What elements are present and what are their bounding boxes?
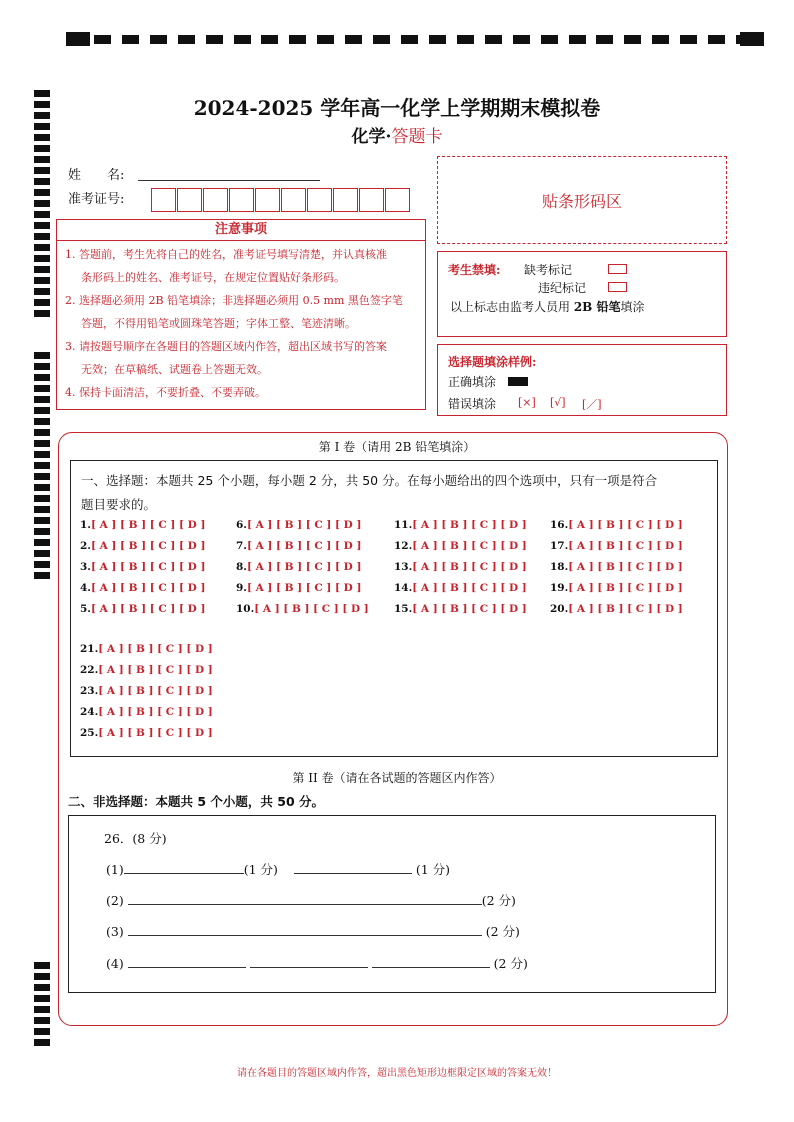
answer-line[interactable] bbox=[294, 861, 412, 874]
choice-question[interactable] bbox=[394, 519, 527, 531]
answer-options[interactable]: [ A ] [ B ] [ C ] [ D ] bbox=[568, 519, 683, 531]
answer-options[interactable]: [ A ] [ B ] [ C ] [ D ] bbox=[98, 664, 213, 676]
choice-question[interactable] bbox=[80, 540, 205, 552]
violation-label: 违纪标记 bbox=[538, 281, 587, 295]
question-number: 24. bbox=[80, 706, 99, 718]
answer-line[interactable] bbox=[124, 861, 244, 874]
answer-options[interactable]: [ A ] [ B ] [ C ] [ D ] bbox=[90, 561, 206, 573]
timing-mark bbox=[34, 266, 50, 273]
question-number: 5. bbox=[80, 603, 91, 615]
question-number: 10. bbox=[236, 603, 255, 615]
timing-mark bbox=[150, 35, 167, 44]
part1-instruction-cont: 题目要求的。 bbox=[81, 497, 157, 512]
notice-item: 4. 保持卡面清洁，不要折叠、不要弄破。 bbox=[65, 386, 266, 399]
timing-mark bbox=[34, 1028, 50, 1035]
sample-wrong-mark: [√] bbox=[550, 396, 566, 409]
question-number: 21. bbox=[80, 643, 99, 655]
timing-mark bbox=[34, 407, 50, 414]
exam-id-box[interactable] bbox=[333, 188, 358, 212]
question-number: 1. bbox=[80, 519, 91, 531]
question-number: 17. bbox=[550, 540, 569, 552]
timing-mark bbox=[345, 35, 362, 44]
exam-id-box[interactable] bbox=[359, 188, 384, 212]
answer-options[interactable]: [ A ] [ B ] [ C ] [ D ] bbox=[90, 519, 206, 531]
notice-item: 2. 选择题必须用 2B 铅笔填涂；非选择题必须用 0.5 mm 黑色签字笔 bbox=[65, 294, 403, 307]
timing-mark bbox=[34, 517, 50, 524]
page-title: 2024-2025 学年高一化学上学期期末模拟卷 bbox=[193, 96, 601, 120]
answer-line[interactable] bbox=[372, 955, 490, 968]
timing-mark bbox=[34, 506, 50, 513]
choice-question[interactable] bbox=[80, 519, 205, 531]
timing-mark bbox=[34, 418, 50, 425]
barcode-area bbox=[437, 156, 727, 244]
choice-question[interactable] bbox=[80, 727, 213, 739]
exam-id-box[interactable] bbox=[203, 188, 228, 212]
timing-mark bbox=[34, 561, 50, 568]
answer-options[interactable]: [ A ] [ B ] [ C ] [ D ] bbox=[568, 561, 683, 573]
question-number: 23. bbox=[80, 685, 99, 697]
question-number: 14. bbox=[394, 582, 413, 594]
question-number: 19. bbox=[550, 582, 569, 594]
question-number: 6. bbox=[236, 519, 247, 531]
exam-id-box[interactable] bbox=[255, 188, 280, 212]
barcode-area-label: 贴条形码区 bbox=[541, 191, 622, 211]
timing-mark bbox=[34, 167, 50, 174]
answer-options[interactable]: [ A ] [ B ] [ C ] [ D ] bbox=[246, 540, 362, 552]
choice-question[interactable] bbox=[394, 561, 527, 573]
footer-warning: 请在各题目的答题区域内作答，超出黑色矩形边框限定区域的答案无效！ bbox=[237, 1068, 557, 1079]
timing-mark bbox=[457, 35, 474, 44]
timing-mark bbox=[34, 189, 50, 196]
timing-mark bbox=[34, 374, 50, 381]
choice-question[interactable] bbox=[236, 519, 361, 531]
answer-options[interactable]: [ A ] [ B ] [ C ] [ D ] bbox=[90, 540, 206, 552]
timing-mark bbox=[289, 35, 306, 44]
exam-id-box[interactable] bbox=[151, 188, 176, 212]
timing-mark bbox=[740, 32, 764, 46]
part2-title: 第 II 卷（请在各试题的答题区内作答） bbox=[292, 771, 502, 785]
q26-blank-row-4: (4) (2 分) bbox=[106, 956, 528, 971]
timing-mark bbox=[596, 35, 613, 44]
timing-mark bbox=[206, 35, 223, 44]
answer-options[interactable]: [ A ] [ B ] [ C ] [ D ] bbox=[254, 603, 369, 615]
choice-question[interactable] bbox=[80, 706, 213, 718]
question-number: 8. bbox=[236, 561, 247, 573]
timing-mark bbox=[34, 550, 50, 557]
choice-question[interactable] bbox=[80, 582, 205, 594]
choice-question[interactable] bbox=[550, 561, 683, 573]
choice-question[interactable] bbox=[80, 643, 213, 655]
subtitle-card: 答题卡 bbox=[391, 127, 443, 147]
timing-mark bbox=[34, 462, 50, 469]
forbidden-label: 考生禁填: bbox=[448, 263, 501, 277]
subtitle-subject: 化学· bbox=[351, 127, 392, 147]
timing-mark bbox=[569, 35, 586, 44]
timing-mark bbox=[34, 539, 50, 546]
timing-mark bbox=[34, 299, 50, 306]
timing-mark bbox=[34, 995, 50, 1002]
timing-mark bbox=[513, 35, 530, 44]
notice-box bbox=[56, 219, 426, 410]
timing-mark bbox=[34, 222, 50, 229]
question-number: 3. bbox=[80, 561, 91, 573]
forbidden-box bbox=[437, 251, 727, 337]
timing-mark bbox=[34, 363, 50, 370]
timing-mark bbox=[234, 35, 251, 44]
exam-id-box[interactable] bbox=[229, 188, 254, 212]
timing-mark bbox=[34, 528, 50, 535]
timing-mark bbox=[34, 473, 50, 480]
timing-mark bbox=[34, 288, 50, 295]
choice-question[interactable] bbox=[80, 603, 205, 615]
answer-line[interactable] bbox=[250, 955, 368, 968]
timing-mark bbox=[34, 255, 50, 262]
timing-mark bbox=[373, 35, 390, 44]
answer-options[interactable]: [ A ] [ B ] [ C ] [ D ] bbox=[246, 582, 362, 594]
part1-instruction: 一、选择题：本题共 25 个小题，每小题 2 分，共 50 分。在每小题给出的四个选项中，只有一项是符合 bbox=[81, 473, 658, 488]
timing-mark bbox=[34, 233, 50, 240]
choice-question[interactable] bbox=[394, 540, 527, 552]
timing-mark bbox=[34, 984, 50, 991]
sample-wrong-mark: [×] bbox=[518, 396, 536, 409]
answer-options[interactable]: [ A ] [ B ] [ C ] [ D ] bbox=[246, 561, 362, 573]
timing-mark bbox=[34, 1006, 50, 1013]
timing-mark bbox=[34, 385, 50, 392]
answer-options[interactable]: [ A ] [ B ] [ C ] [ D ] bbox=[412, 519, 527, 531]
sample-wrong-mark: [／] bbox=[582, 398, 602, 411]
answer-options[interactable]: [ A ] [ B ] [ C ] [ D ] bbox=[98, 727, 213, 739]
sample-title: 选择题填涂样例: bbox=[448, 355, 537, 369]
notice-item: 1. 答题前，考生先将自己的姓名，准考证号填写清楚，并认真核准 bbox=[65, 248, 387, 261]
choice-question[interactable] bbox=[236, 561, 361, 573]
fill-sample-box bbox=[437, 344, 727, 416]
question-number: 11. bbox=[394, 519, 413, 531]
answer-options[interactable]: [ A ] [ B ] [ C ] [ D ] bbox=[98, 685, 213, 697]
timing-mark bbox=[34, 962, 50, 969]
sample-correct-label: 正确填涂 bbox=[448, 375, 497, 389]
choice-question[interactable] bbox=[236, 540, 361, 552]
exam-id-box[interactable] bbox=[385, 188, 410, 212]
notice-item-cont: 无效；在草稿纸、试题卷上答题无效。 bbox=[81, 363, 268, 376]
choice-question[interactable] bbox=[80, 664, 213, 676]
violation-mark[interactable] bbox=[608, 282, 627, 292]
answer-options[interactable]: [ A ] [ B ] [ C ] [ D ] bbox=[568, 582, 683, 594]
timing-mark bbox=[624, 35, 641, 44]
q26-heading: 26．(8 分) bbox=[104, 831, 167, 846]
timing-mark bbox=[94, 35, 111, 44]
exam-id-box[interactable] bbox=[281, 188, 306, 212]
timing-mark bbox=[485, 35, 502, 44]
timing-mark bbox=[34, 495, 50, 502]
timing-mark bbox=[34, 1039, 50, 1046]
question-number: 4. bbox=[80, 582, 91, 594]
left-timing-marks bbox=[34, 0, 50, 1122]
choice-question[interactable] bbox=[394, 603, 527, 615]
q26-blank-row-2: (2) (2 分) bbox=[106, 893, 516, 908]
choice-question[interactable] bbox=[80, 685, 213, 697]
timing-mark bbox=[66, 32, 90, 46]
choice-question[interactable] bbox=[550, 540, 683, 552]
question-number: 12. bbox=[394, 540, 413, 552]
timing-mark bbox=[34, 277, 50, 284]
timing-mark bbox=[34, 973, 50, 980]
notice-heading: 注意事项 bbox=[57, 220, 425, 241]
timing-mark bbox=[652, 35, 669, 44]
page-subtitle bbox=[0, 122, 794, 147]
timing-mark bbox=[34, 178, 50, 185]
name-field[interactable] bbox=[138, 179, 320, 181]
timing-mark bbox=[261, 35, 278, 44]
exam-id-boxes[interactable] bbox=[151, 188, 411, 212]
choice-question[interactable] bbox=[550, 582, 683, 594]
timing-mark bbox=[34, 244, 50, 251]
answer-options[interactable]: [ A ] [ B ] [ C ] [ D ] bbox=[90, 603, 206, 615]
answer-options[interactable]: [ A ] [ B ] [ C ] [ D ] bbox=[568, 603, 683, 615]
sample-wrong-label: 错误填涂 bbox=[448, 397, 497, 411]
question-number: 13. bbox=[394, 561, 413, 573]
choice-question[interactable] bbox=[236, 582, 361, 594]
timing-mark bbox=[34, 429, 50, 436]
timing-mark bbox=[34, 396, 50, 403]
timing-mark bbox=[34, 572, 50, 579]
timing-mark bbox=[680, 35, 697, 44]
answer-options[interactable]: [ A ] [ B ] [ C ] [ D ] bbox=[412, 582, 527, 594]
absent-label: 缺考标记 bbox=[524, 263, 573, 277]
answer-line[interactable] bbox=[128, 923, 482, 936]
question-number: 2. bbox=[80, 540, 91, 552]
answer-options[interactable]: [ A ] [ B ] [ C ] [ D ] bbox=[568, 540, 683, 552]
question-number: 9. bbox=[236, 582, 247, 594]
answer-options[interactable]: [ A ] [ B ] [ C ] [ D ] bbox=[412, 561, 527, 573]
timing-mark bbox=[34, 310, 50, 317]
choice-question[interactable] bbox=[236, 603, 369, 615]
timing-mark bbox=[178, 35, 195, 44]
exam-id-label: 准考证号: bbox=[68, 192, 125, 207]
timing-mark bbox=[429, 35, 446, 44]
answer-line[interactable] bbox=[128, 892, 482, 905]
timing-mark bbox=[541, 35, 558, 44]
timing-mark bbox=[34, 211, 50, 218]
notice-item: 3. 请按题号顺序在各题目的答题区域内作答，超出区域书写的答案 bbox=[65, 340, 387, 353]
notice-item-cont: 答题，不得用铅笔或圆珠笔答题；字体工整、笔迹清晰。 bbox=[81, 317, 356, 330]
question-number: 16. bbox=[550, 519, 569, 531]
answer-options[interactable]: [ A ] [ B ] [ C ] [ D ] bbox=[98, 706, 213, 718]
question-number: 18. bbox=[550, 561, 569, 573]
question-number: 15. bbox=[394, 603, 413, 615]
question-number: 25. bbox=[80, 727, 99, 739]
exam-id-box[interactable] bbox=[177, 188, 202, 212]
absent-mark[interactable] bbox=[608, 264, 627, 274]
answer-options[interactable]: [ A ] [ B ] [ C ] [ D ] bbox=[412, 540, 527, 552]
part1-title: 第 I 卷（请用 2B 铅笔填涂） bbox=[318, 440, 476, 454]
timing-mark bbox=[34, 200, 50, 207]
choice-question[interactable] bbox=[394, 582, 527, 594]
question-number: 22. bbox=[80, 664, 99, 676]
q26-blank-row-3: (3) (2 分) bbox=[106, 924, 520, 939]
name-label: 姓 名: bbox=[68, 168, 125, 183]
timing-mark bbox=[122, 35, 139, 44]
forbidden-note: 以上标志由监考人员用 2B 铅笔填涂 bbox=[450, 300, 645, 314]
question-number: 20. bbox=[550, 603, 569, 615]
timing-mark bbox=[34, 1017, 50, 1024]
top-timing-marks bbox=[66, 32, 764, 46]
timing-mark bbox=[34, 352, 50, 359]
timing-mark bbox=[34, 484, 50, 491]
exam-id-box[interactable] bbox=[307, 188, 332, 212]
choice-question[interactable] bbox=[550, 519, 683, 531]
sample-correct-fill bbox=[508, 377, 528, 386]
answer-options[interactable]: [ A ] [ B ] [ C ] [ D ] bbox=[98, 643, 213, 655]
answer-options[interactable]: [ A ] [ B ] [ C ] [ D ] bbox=[412, 603, 527, 615]
q26-blank-row-1: (1) (1 分) (1 分) bbox=[106, 862, 451, 877]
part2-instruction: 二、非选择题：本题共 5 个小题，共 50 分。 bbox=[68, 794, 325, 809]
answer-options[interactable]: [ A ] [ B ] [ C ] [ D ] bbox=[90, 582, 206, 594]
notice-item-cont: 条形码上的姓名、准考证号，在规定位置贴好条形码。 bbox=[81, 271, 345, 284]
timing-mark bbox=[708, 35, 725, 44]
timing-mark bbox=[34, 156, 50, 163]
answer-options[interactable]: [ A ] [ B ] [ C ] [ D ] bbox=[246, 519, 362, 531]
timing-mark bbox=[401, 35, 418, 44]
choice-question[interactable] bbox=[550, 603, 683, 615]
question-number: 7. bbox=[236, 540, 247, 552]
answer-line[interactable] bbox=[128, 955, 246, 968]
timing-mark bbox=[317, 35, 334, 44]
choice-question[interactable] bbox=[80, 561, 205, 573]
